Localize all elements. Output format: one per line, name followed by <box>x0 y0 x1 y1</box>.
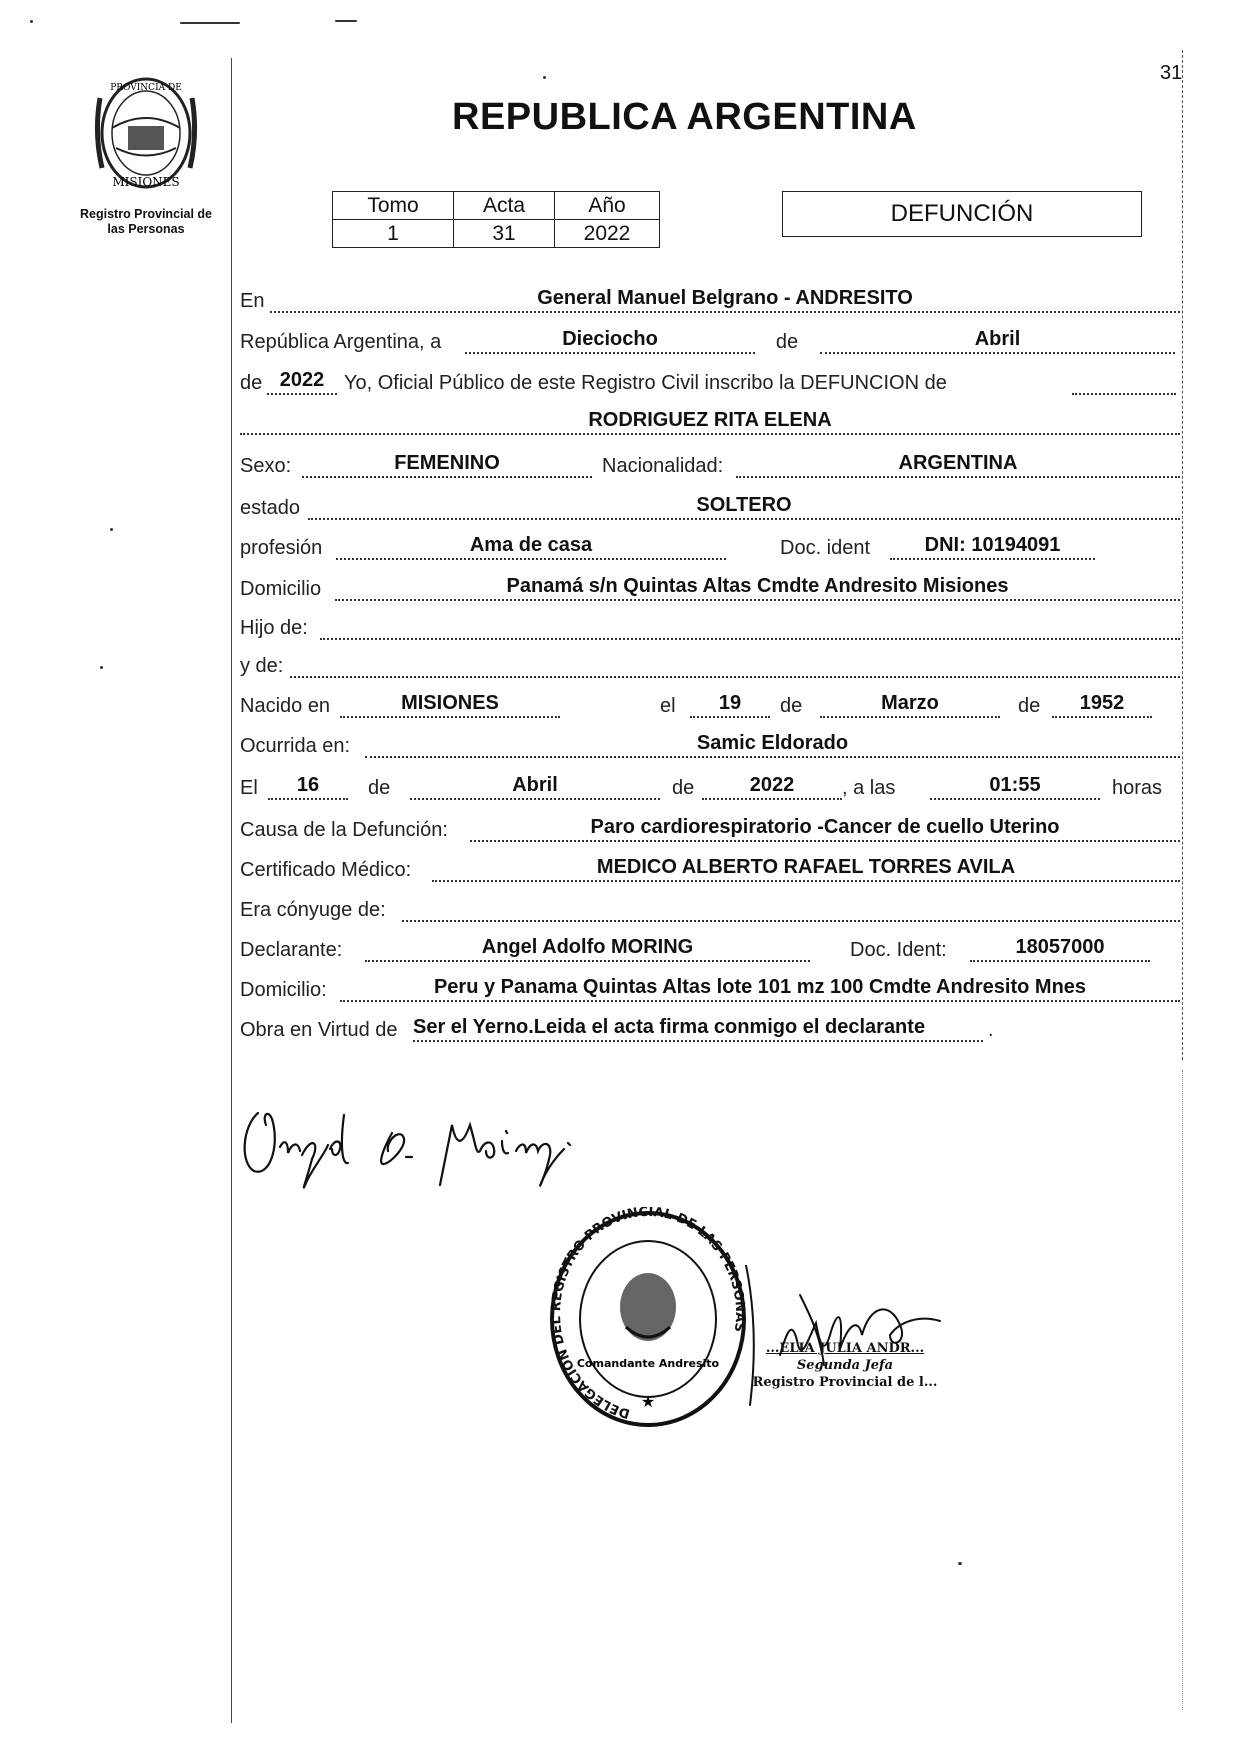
obra-label: Obra en Virtud de <box>240 1019 398 1041</box>
svg-text:★: ★ <box>640 1392 656 1411</box>
line-oficial <box>240 365 1170 399</box>
horas-label: horas <box>1112 777 1163 799</box>
de-label: de <box>240 372 263 394</box>
record-table-value-row <box>333 220 660 248</box>
line-profesion <box>240 530 1170 564</box>
de-label: de <box>368 777 391 799</box>
domicilio2-value: Peru y Panama Quintas Altas lote 101 mz 100 Cmdte Andresito Mnes <box>340 976 1180 1002</box>
El-label: El <box>240 777 258 799</box>
anio-value: 2022 <box>555 220 660 248</box>
acta-header: Acta <box>454 192 555 220</box>
scan-speck <box>335 20 357 22</box>
year-value: 2022 <box>267 369 337 395</box>
page-number: 31 <box>1160 62 1183 84</box>
yde-fill <box>290 672 1180 678</box>
birth-year: 1952 <box>1052 692 1152 718</box>
anio-header: Año <box>555 192 660 220</box>
death-year: 2022 <box>702 774 842 800</box>
sexo-label: Sexo: <box>240 455 292 477</box>
svg-text:Comandante Andresito: Comandante Andresito <box>576 1357 720 1370</box>
right-margin-line-lower <box>1182 1070 1183 1710</box>
line-conyuge <box>240 892 1170 926</box>
org-name-line-2: las Personas <box>107 222 185 236</box>
scan-speck <box>958 1562 962 1565</box>
official-seal <box>548 1207 748 1437</box>
birth-month: Marzo <box>820 692 1000 718</box>
line-nacido <box>240 688 1170 722</box>
scan-speck <box>180 22 240 24</box>
provincia-misiones-logo <box>86 68 206 198</box>
el-label: el <box>660 695 676 717</box>
scan-speck <box>110 528 113 531</box>
line-fecha-defuncion <box>240 770 1170 804</box>
hijo-fill <box>320 634 1180 640</box>
declarant-signature <box>240 1085 640 1205</box>
estado-label: estado <box>240 497 301 519</box>
domicilio2-label: Domicilio: <box>240 979 327 1001</box>
line-certificado <box>240 852 1170 886</box>
tomo-header: Tomo <box>333 192 454 220</box>
line-domicilio <box>240 571 1170 605</box>
official-name: ...ELIA JULIA ANDR... <box>765 1341 925 1356</box>
sexo-value: FEMENINO <box>302 452 592 478</box>
de-label: de <box>780 695 803 717</box>
document-title: REPUBLICA ARGENTINA <box>452 96 917 138</box>
official-stamp-text <box>730 1340 960 1391</box>
scan-speck <box>30 20 33 23</box>
line-yde <box>240 648 1170 682</box>
conyuge-fill <box>402 916 1180 922</box>
org-name <box>56 207 236 237</box>
deceased-name: RODRIGUEZ RITA ELENA <box>240 409 1180 435</box>
org-name-line-1: Registro Provincial de <box>80 207 212 221</box>
record-table <box>332 191 660 248</box>
doc2-label: Doc. Ident: <box>850 939 947 961</box>
de-label: de <box>1018 695 1041 717</box>
svg-text:PROVINCIA DE: PROVINCIA DE <box>110 83 182 93</box>
causa-label: Causa de la Defunción: <box>240 819 448 841</box>
line-hijo <box>240 610 1170 644</box>
oficial-text: Yo, Oficial Público de este Registro Civil inscribo la DEFUNCION de <box>344 372 947 394</box>
line-causa <box>240 812 1170 846</box>
left-margin-line <box>231 58 232 1723</box>
estado-value: SOLTERO <box>308 494 1180 520</box>
acta-value: 31 <box>454 220 555 248</box>
death-time: 01:55 <box>930 774 1100 800</box>
yde-label: y de: <box>240 655 284 677</box>
domicilio-label: Domicilio <box>240 578 322 600</box>
declarante-label: Declarante: <box>240 939 343 961</box>
de-label: de <box>775 331 799 353</box>
record-type-box: DEFUNCIÓN <box>782 191 1142 237</box>
republica-label: República Argentina, a <box>240 331 442 353</box>
official-org: Registro Provincial de l... <box>752 1375 938 1390</box>
nacionalidad-label: Nacionalidad: <box>602 455 724 477</box>
conyuge-label: Era cónyuge de: <box>240 899 386 921</box>
death-month: Abril <box>410 774 660 800</box>
line-nombre <box>240 405 1170 439</box>
line-en <box>240 283 1170 317</box>
profesion-label: profesión <box>240 537 323 559</box>
domicilio-value: Panamá s/n Quintas Altas Cmdte Andresito Misiones <box>335 575 1180 601</box>
doc-ident-label: Doc. ident <box>780 537 871 559</box>
right-margin-line <box>1182 50 1183 1060</box>
death-day: 16 <box>268 774 348 800</box>
de-label: de <box>672 777 695 799</box>
declarante-value: Angel Adolfo MORING <box>365 936 810 962</box>
doc2-value: 18057000 <box>970 936 1150 962</box>
obra-end: . <box>988 1019 994 1041</box>
nacionalidad-value: ARGENTINA <box>736 452 1180 478</box>
line-estado <box>240 490 1170 524</box>
hijo-label: Hijo de: <box>240 617 308 639</box>
profesion-value: Ama de casa <box>336 534 726 560</box>
certificado-value: MEDICO ALBERTO RAFAEL TORRES AVILA <box>432 856 1180 882</box>
certificado-label: Certificado Médico: <box>240 859 412 881</box>
svg-text:DELEGACION DEL REGISTRO PROVIN: DELEGACION DEL REGISTRO PROVINCIAL DE LAS PERSONAS <box>548 1207 748 1421</box>
line-ocurrida <box>240 728 1170 762</box>
day-value: Dieciocho <box>465 328 755 354</box>
tomo-value: 1 <box>333 220 454 248</box>
nacido-value: MISIONES <box>340 692 560 718</box>
month-value: Abril <box>820 328 1175 354</box>
line-domicilio2 <box>240 972 1170 1006</box>
alas-label: , a las <box>842 777 896 799</box>
ocurrida-value: Samic Eldorado <box>365 732 1180 758</box>
birth-day: 19 <box>690 692 770 718</box>
official-role: Segunda Jefa <box>796 1358 894 1373</box>
scan-speck <box>100 666 103 669</box>
line-sexo <box>240 448 1170 482</box>
causa-value: Paro cardiorespiratorio -Cancer de cuello Uterino <box>470 816 1180 842</box>
svg-text:MISIONES: MISIONES <box>112 175 180 189</box>
line-declarante <box>240 932 1170 966</box>
en-label: En <box>240 290 265 312</box>
ocurrida-label: Ocurrida en: <box>240 735 351 757</box>
oficial-fill <box>1072 389 1176 395</box>
record-table-header-row <box>333 192 660 220</box>
line-fecha <box>240 324 1170 358</box>
nacido-label: Nacido en <box>240 695 331 717</box>
en-value: General Manuel Belgrano - ANDRESITO <box>270 287 1180 313</box>
scan-speck <box>543 76 546 79</box>
doc-ident-value: DNI: 10194091 <box>890 534 1095 560</box>
obra-value: Ser el Yerno.Leida el acta firma conmigo el declarante <box>413 1016 983 1042</box>
line-obra <box>240 1012 1170 1046</box>
